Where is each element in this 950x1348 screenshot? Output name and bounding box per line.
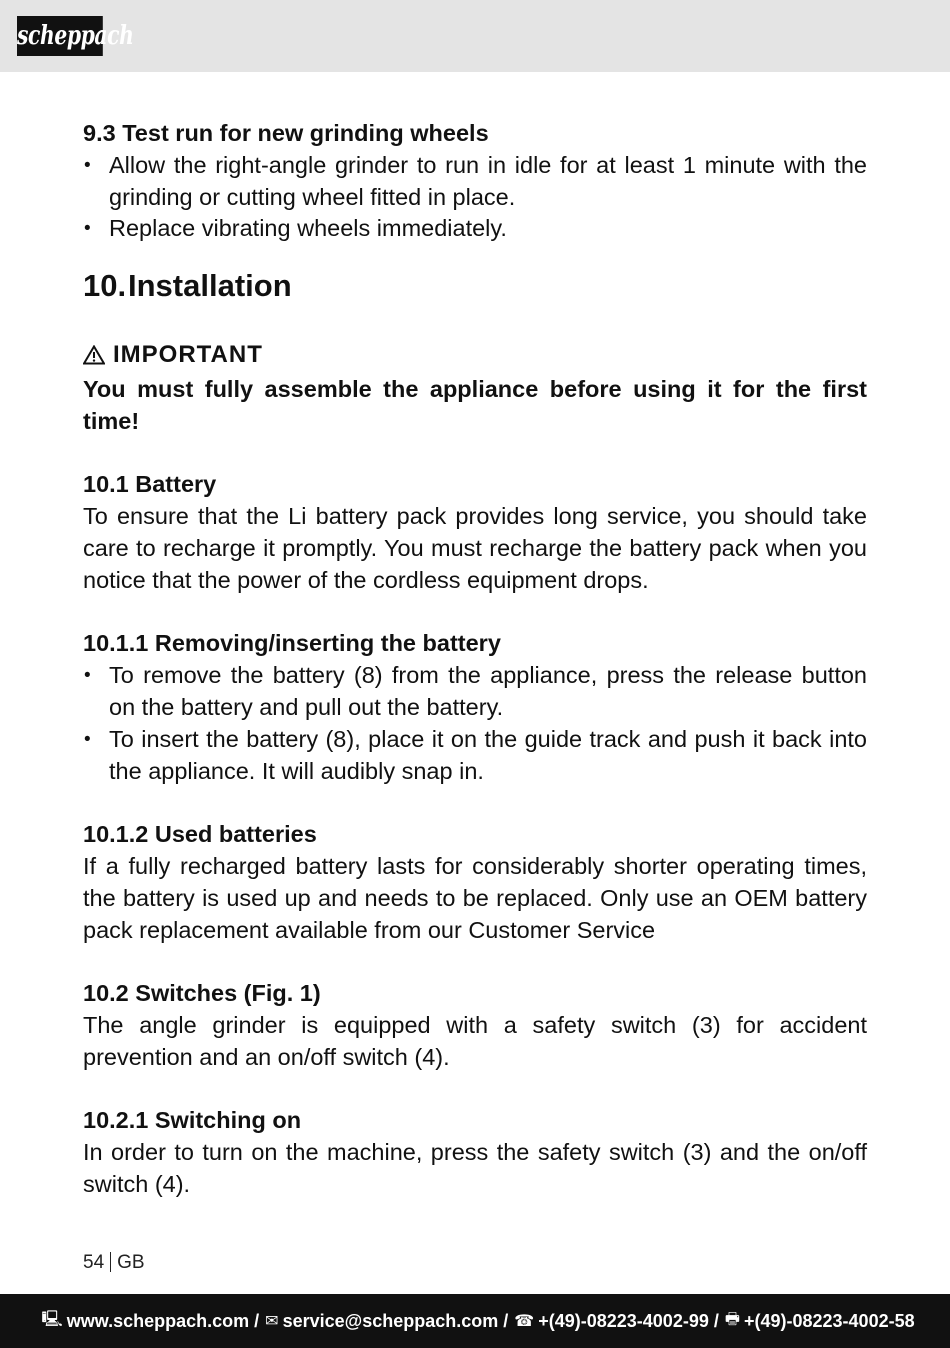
footer-separator: / <box>713 1310 719 1331</box>
footer-separator: / <box>503 1310 509 1331</box>
page-number-value: 54 <box>83 1252 105 1273</box>
section-10-2-text: The angle grinder is equipped with a safety switch (3) for accident prevention and an on/off switch (4). <box>83 1011 867 1070</box>
contact-footer <box>0 1294 950 1348</box>
email-icon: ✉ <box>265 1313 279 1330</box>
section-10-1-2-text: If a fully recharged battery lasts for considerably shorter operating times, the battery is used up and needs to be replaced. Only use an OEM battery pack replacement available from our Customer Service <box>83 852 867 943</box>
page-language: GB <box>117 1252 145 1273</box>
section-10-2-1-heading: 10.2.1 Switching on <box>83 1107 302 1134</box>
page-number <box>83 1252 145 1274</box>
section-10-heading <box>83 266 867 306</box>
list-item: • To insert the battery (8), place it on the guide track and push it back into the appliance. It will audibly snap in. <box>83 724 867 788</box>
list-item: • To remove the battery (8) from the appliance, press the release button on the battery and pull out the battery. <box>83 660 867 724</box>
footer-phone: +(49)-08223-4002-99 <box>538 1310 709 1331</box>
page-content <box>83 118 867 1201</box>
list-item: • Replace vibrating wheels immediately. <box>83 213 867 245</box>
important-notice-text: You must fully assemble the appliance before using it for the first time! <box>83 375 867 434</box>
fax-icon: 🖶 <box>724 1310 740 1328</box>
section-10-2-heading: 10.2 Switches (Fig. 1) <box>83 980 321 1007</box>
computer-icon: 🖳 <box>41 1310 63 1328</box>
section-10-number: 10. <box>83 268 127 304</box>
section-10-1-heading: 10.1 Battery <box>83 471 217 498</box>
footer-email[interactable]: service@scheppach.com <box>282 1310 499 1331</box>
section-10-1-2-heading: 10.1.2 Used batteries <box>83 821 317 848</box>
footer-fax: +(49)-08223-4002-58 <box>743 1310 915 1331</box>
section-10-title: Installation <box>128 268 292 304</box>
list-item: • Allow the right-angle grinder to run in idle for at least 1 minute with the grinding or cutting wheel fitted in place. <box>83 150 867 214</box>
section-10-1-1-list <box>83 660 867 787</box>
important-label: IMPORTANT <box>113 341 263 369</box>
important-notice-label <box>83 339 867 374</box>
scheppach-logo: scheppach <box>17 16 103 56</box>
section-10-1-text: To ensure that the Li battery pack provides long service, you should take care to recharge it promptly. You must recharge the battery pack when you notice that the power of the cordless equipment drops. <box>83 503 867 593</box>
warning-triangle-icon <box>83 342 105 374</box>
section-10-1-1-heading: 10.1.1 Removing/inserting the battery <box>83 630 501 657</box>
phone-icon: ☎ <box>514 1313 535 1330</box>
section-10-2-1-text: In order to turn on the machine, press the safety switch (3) and the on/off switch (4). <box>83 1139 867 1197</box>
footer-separator: / <box>254 1310 260 1331</box>
section-9-3-heading: 9.3 Test run for new grinding wheels <box>83 120 489 146</box>
header-bar <box>0 0 950 72</box>
page-number-divider <box>110 1252 111 1272</box>
section-9-3-list <box>83 150 867 245</box>
footer-website[interactable]: www.scheppach.com <box>66 1310 250 1331</box>
